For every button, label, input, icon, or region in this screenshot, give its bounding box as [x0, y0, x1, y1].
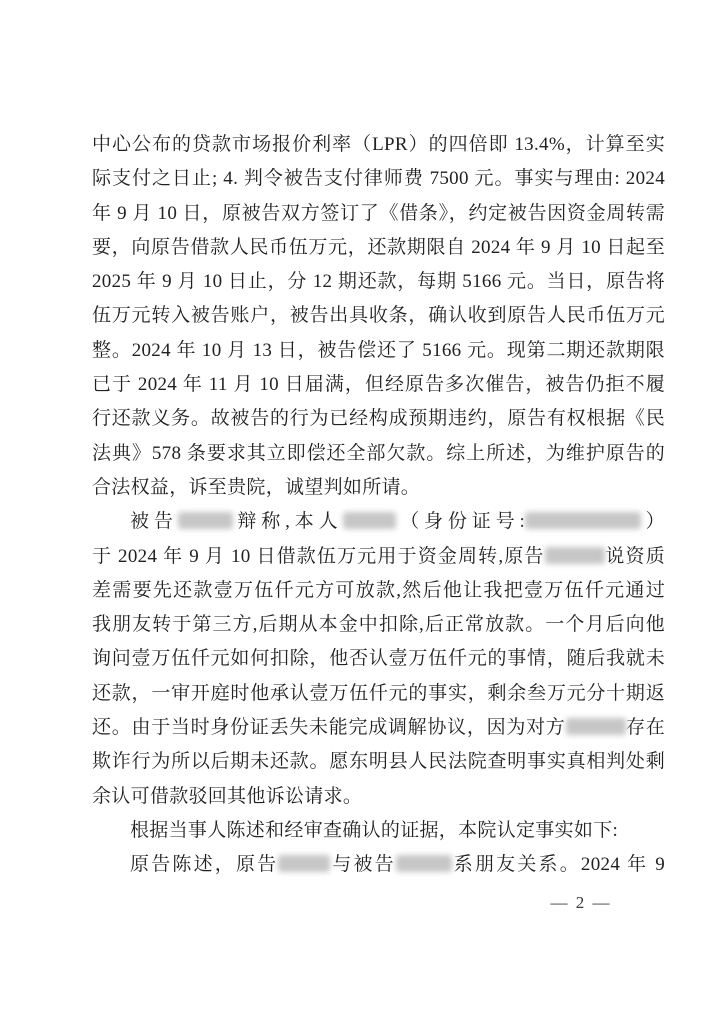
redaction-blur: [278, 855, 330, 872]
redaction-blur: [343, 512, 396, 529]
document-line: [92, 848, 665, 882]
document-line: [92, 437, 665, 471]
document-line: [92, 745, 665, 779]
redaction-blur: [525, 512, 641, 529]
document-text: ）: [641, 511, 665, 533]
document-line: [92, 711, 665, 745]
document-text: 还款，一审开庭时他承认壹万伍仟元的事实，剩余叁万元分十期返: [92, 682, 665, 704]
document-line: [92, 642, 665, 676]
redaction-blur: [545, 547, 605, 564]
document-text: 说资质: [604, 545, 665, 567]
document-text: （身份证号:: [395, 511, 526, 533]
document-line: [92, 608, 665, 642]
document-text: 我朋友转于第三方,后期从本金中扣除,后正常放款。一个月后向他: [92, 614, 665, 636]
document-text: 存在: [625, 717, 665, 739]
document-line: [92, 677, 665, 711]
document-text: 整。2024 年 10 月 13 日，被告偿还了 5166 元。现第二期还款期限: [92, 339, 665, 361]
document-text: 法典》578 条要求其立即偿还全部欠款。综上所述，为维护原告的: [92, 442, 665, 464]
document-text: 系朋友关系。2024 年 9: [451, 854, 666, 876]
document-text: 于 2024 年 9 月 10 日借款伍万元用于资金周转,原告: [92, 545, 545, 567]
document-text: 中心公布的贷款市场报价利率（LPR）的四倍即 13.4%，计算至实: [92, 134, 665, 155]
document-line: [92, 162, 665, 196]
redaction-blur: [396, 855, 452, 872]
document-text: 合法权益，诉至贵院，诚望判如所请。: [92, 476, 421, 498]
document-text: 年 9 月 10 日，原被告双方签订了《借条》，约定被告因资金周转需: [92, 202, 665, 224]
document-line: [92, 574, 665, 608]
document-text: 差需要先还款壹万伍仟元方可放款,然后他让我把壹万伍仟元通过: [92, 579, 665, 601]
document-text: 要，向原告借款人民币伍万元，还款期限自 2024 年 9 月 10 日起至: [92, 236, 665, 258]
document-text: 欺诈行为所以后期未还款。愿东明县人民法院查明事实真相判处剩: [92, 751, 665, 773]
document-line: [92, 471, 665, 505]
document-line: [92, 299, 665, 333]
document-text-column: [92, 128, 665, 883]
document-text: 被告: [130, 511, 178, 533]
document-line: [92, 265, 665, 299]
document-text: 伍万元转入被告账户，被告出具收条，确认收到原告人民币伍万元: [92, 305, 665, 327]
document-line: [92, 540, 665, 574]
document-text: 已于 2024 年 11 月 10 日届满，但经原告多次催告，被告仍拒不履: [92, 374, 665, 396]
document-text: 辩称,本人: [232, 511, 343, 533]
document-text: 2025 年 9 月 10 日止，分 12 期还款，每期 5166 元。当日，原告将: [92, 271, 665, 293]
redaction-blur: [566, 718, 626, 735]
document-line: [92, 505, 665, 539]
document-line: [92, 814, 665, 848]
document-text: 行还款义务。故被告的行为已经构成预期违约，原告有权根据《民: [92, 408, 665, 430]
document-text: 余认可借款驳回其他诉讼请求。: [92, 785, 363, 807]
document-text: 原告陈述，原告: [130, 854, 279, 876]
document-line: [92, 402, 665, 436]
document-line: [92, 780, 665, 814]
document-line: [92, 368, 665, 402]
document-line: [92, 334, 665, 368]
document-text: 询问壹万伍仟元如何扣除，他否认壹万伍仟元的事情，随后我就未: [92, 648, 665, 670]
document-line: [92, 128, 665, 162]
document-text: 根据当事人陈述和经审查确认的证据，本院认定事实如下:: [130, 819, 619, 841]
page-number: — 2 —: [550, 893, 612, 912]
document-line: [92, 197, 665, 231]
document-text: 还。由于当时身份证丢失未能完成调解协议，因为对方: [92, 717, 566, 739]
document-text: 际支付之日止; 4. 判令被告支付律师费 7500 元。事实与理由: 2024: [92, 168, 665, 190]
document-text: 与被告: [330, 854, 396, 876]
document-line: [92, 231, 665, 265]
redaction-blur: [178, 512, 233, 529]
